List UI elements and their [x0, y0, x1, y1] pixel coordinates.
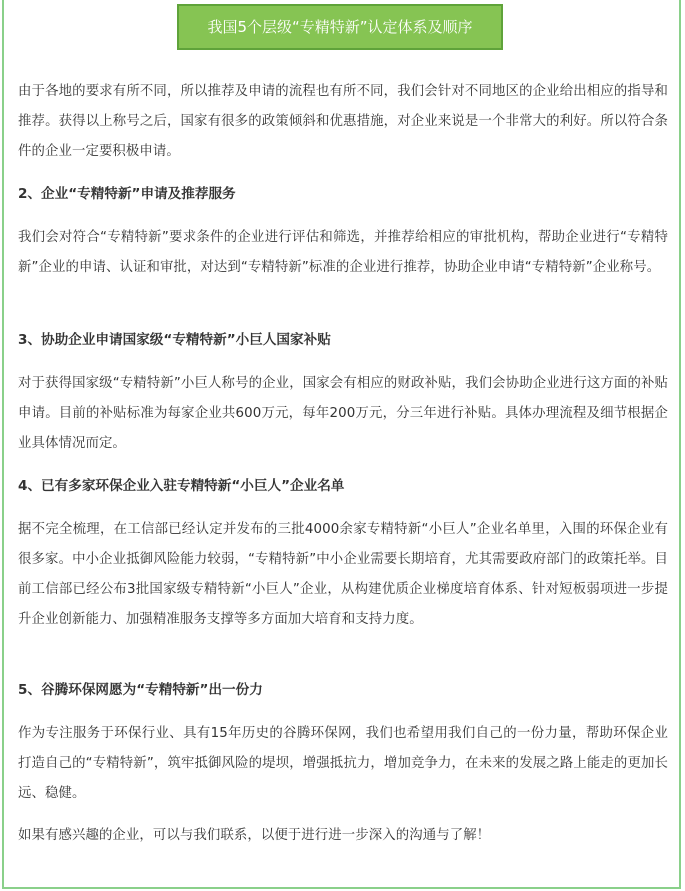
section-4-paragraph: 据不完全梳理，在工信部已经认定并发布的三批4000余家专精特新“小巨人”企业名单里，入围的环保企业有很多家。中小企业抵御风险能力较弱，“专精特新”中小企业需要长期培育，尤其需要政府部门的政策托举。目前工信部已经公布3批国家级专精特新“小巨人”企业，从构建优质企业梯度培育体系、针对短板弱项进一步提升企业创新能力、加强精准服务支撑等多方面加大培育和支持力度。 [18, 522, 668, 627]
section-2-paragraph: 我们会对符合“专精特新”要求条件的企业进行评估和筛选，并推荐给相应的审批机构，帮助企业进行“专精特新”企业的申请、认证和审批，对达到“专精特新”标准的企业进行推荐，协助企业申请“专精特新”企业称号。 [18, 230, 668, 275]
section-5-heading: 5、谷腾环保网愿为“专精特新”出一份力 [18, 682, 263, 698]
closing-paragraph: 如果有感兴趣的企业，可以与我们联系，以便于进行进一步深入的沟通与了解！ [18, 828, 491, 843]
page-title: 我国5个层级“专精特新”认定体系及顺序 [177, 4, 503, 50]
section-4-heading: 4、已有多家环保企业入驻专精特新“小巨人”企业名单 [18, 478, 345, 494]
section-3-heading: 3、协助企业申请国家级“专精特新”小巨人国家补贴 [18, 332, 331, 348]
section-3-paragraph: 对于获得国家级“专精特新”小巨人称号的企业，国家会有相应的财政补贴，我们会协助企业进行这方面的补贴申请。目前的补贴标准为每家企业共600万元，每年200万元，分三年进行补贴。具体办理流程及细节根据企业具体情况而定。 [18, 376, 668, 451]
section-5-paragraph: 作为专注服务于环保行业、具有15年历史的谷腾环保网，我们也希望用我们自己的一份力量，帮助环保企业打造自己的“专精特新”，筑牢抵御风险的堤坝，增强抵抗力，增加竞争力，在未来的发展之路上能走的更加长远、稳健。 [18, 726, 668, 801]
intro-paragraph: 由于各地的要求有所不同，所以推荐及申请的流程也有所不同，我们会针对不同地区的企业给出相应的指导和推荐。获得以上称号之后，国家有很多的政策倾斜和优惠措施，对企业来说是一个非常大的利好。所以符合条件的企业一定要积极申请。 [18, 84, 668, 159]
section-2-heading: 2、企业“专精特新”申请及推荐服务 [18, 186, 236, 202]
